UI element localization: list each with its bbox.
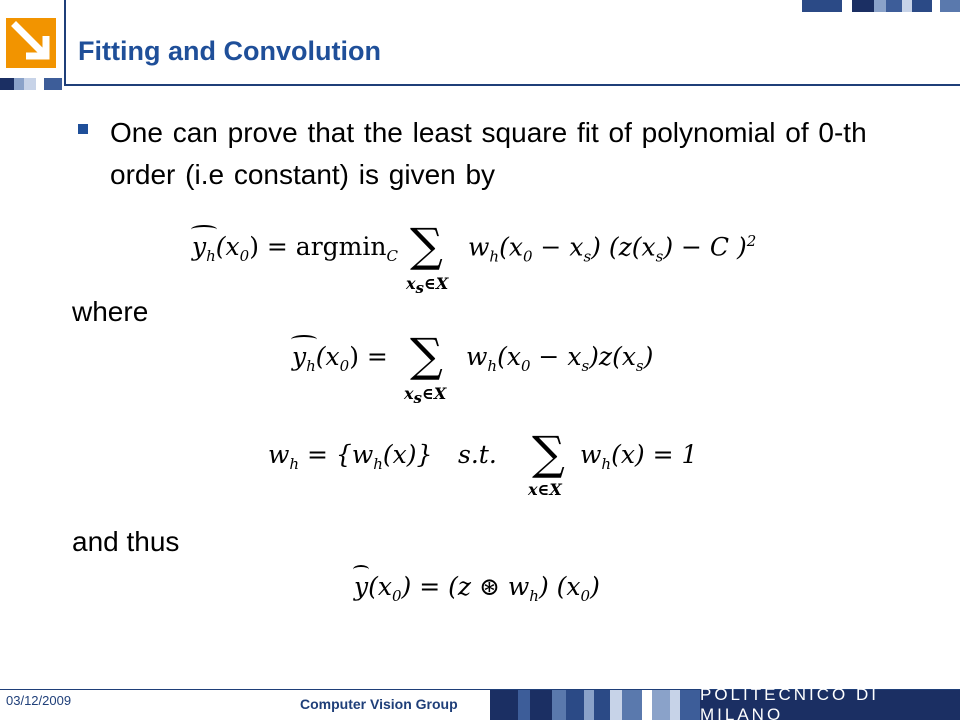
eq3-sum-index: x∈X [528, 480, 562, 499]
university-logo-text: POLITECNICO DI MILANO [700, 690, 960, 720]
equation-1-rhs: $w_h(x_0 - x_s) (z(x_s) - C$ )$^2$ [468, 232, 757, 266]
bullet-text: One can prove that the least square fit of polynomial of 0-th order (i.e constant) is given by [110, 117, 867, 190]
eq1-sum-symbol: ∑ [410, 218, 443, 272]
eq3-such-that: s.t. [458, 440, 497, 469]
footer-date: 03/12/2009 [6, 693, 72, 708]
equation-3: $w_h = \{w_h(x)\}$ [268, 440, 433, 473]
and-thus-label: and thus [72, 526, 180, 557]
eq1-sum-index: $x_s\in X$ [406, 274, 449, 298]
eq4-hat-y: y [354, 572, 369, 601]
eq2-sum-symbol: ∑ [410, 328, 443, 382]
eq2-sum-index: $x_s\in X$ [404, 384, 447, 408]
equation-4: $y(x_0) = (z$ ⊛ $w_h$) $(x_0)$ [354, 572, 600, 605]
where-label: where [72, 296, 149, 327]
equation-2: $y_h(x_0)$ = [292, 342, 388, 375]
eq1-hat-y: $y_h$ [192, 232, 216, 265]
footer-group-name: Computer Vision Group [300, 696, 458, 712]
left-decor-bars [0, 78, 62, 90]
header-divider [64, 0, 66, 86]
eq2-hat-y: $y_h$ [292, 342, 316, 375]
equation-3-rhs: $w_h(x) = 1$ [580, 440, 698, 473]
top-decor-bars [802, 0, 960, 12]
footer-decor-bars [490, 690, 700, 720]
bullet-marker [78, 124, 88, 134]
header-rule [66, 84, 960, 86]
slide-title: Fitting and Convolution [78, 36, 381, 66]
logo [0, 0, 62, 76]
eq3-sum-symbol: ∑ [532, 426, 565, 480]
arrow-logo-icon [0, 0, 62, 76]
equation-2-rhs: $w_h(x_0 - x_s)z(x_s)$ [466, 342, 654, 375]
equation-1: $y_h(x_0) = argmin_C$ [192, 232, 398, 265]
